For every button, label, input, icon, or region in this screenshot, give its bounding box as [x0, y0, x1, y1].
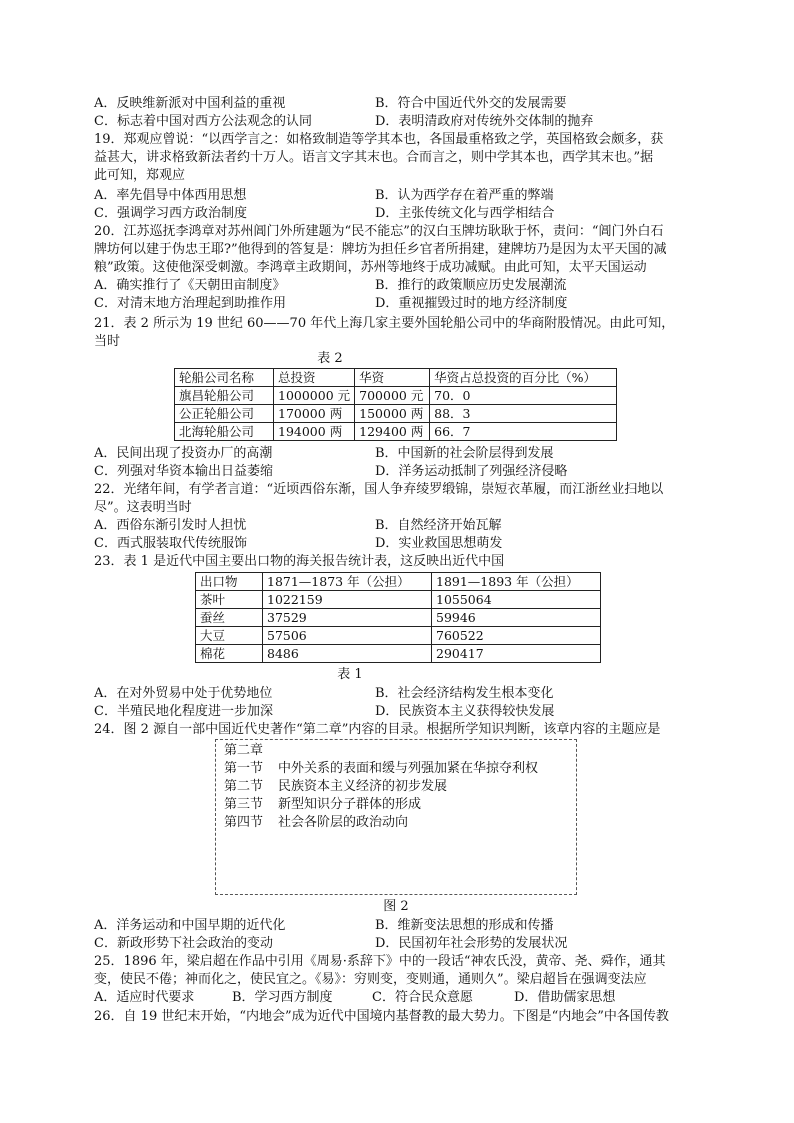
q23-option-d[interactable]: D．民族资本主义获得较快发展 [375, 704, 555, 719]
toc-section-number: 第一节 [224, 761, 264, 776]
q26-stem-line-1: 26．自 19 世纪末开始，“内地会”成为近代中国境内基督教的最大势力。下图是“内地会”中各国传教 [94, 1009, 669, 1024]
table-row [175, 369, 617, 387]
figure-2-caption: 图 2 [383, 899, 409, 914]
table-1-caption: 表 1 [337, 667, 363, 682]
q20-stem-line-3: 粮”政策。这使他深受刺激。李鸿章主政期间，苏州等地终于成功减赋。由此可知，太平天国运动 [94, 260, 647, 275]
q20-stem-line-2: 牌坊何以建于伪忠王耶?”他得到的答复是：牌坊为担任乡官者所捐建，建牌坊乃是因为太平天国的减 [94, 242, 667, 257]
table-header-cell: 总投资 [274, 369, 355, 387]
table-cell: 棉花 [196, 645, 263, 663]
q20-stem-line-1: 20．江苏巡抚李鸿章对苏州阊门外所建题为“民不能忘”的汉白玉牌坊耿耿于怀，责问：“阊门外白石 [94, 224, 664, 239]
q25-stem-line-1: 25．1896 年，梁启超在作品中引用《周易·系辞下》中的一段话“神农氏没，黄帝、尧、舜作，通其 [94, 954, 666, 969]
table-cell: 88．3 [430, 405, 617, 423]
q25-option-b[interactable]: B．学习西方制度 [232, 990, 333, 1005]
q19-option-b[interactable]: B．认为西学存在着严重的弊端 [375, 188, 554, 203]
q21-option-c[interactable]: C．列强对华资本输出日益萎缩 [94, 464, 273, 479]
q18-option-a[interactable]: A．反映维新派对中国利益的重视 [94, 96, 286, 111]
q19-option-d[interactable]: D．主张传统文化与西学相结合 [375, 206, 555, 221]
q18-option-d[interactable]: D．表明清政府对传统外交体制的抛弃 [375, 114, 594, 129]
q25-option-d[interactable]: D．借助儒家思想 [514, 990, 616, 1005]
q19-stem-line-3: 此可知，郑观应 [94, 168, 186, 183]
table-header-cell: 1871—1873 年（公担） [263, 573, 432, 591]
q20-option-c[interactable]: C．对清末地方治理起到助推作用 [94, 296, 286, 311]
table-cell: 194000 两 [274, 423, 355, 441]
toc-section [224, 796, 576, 814]
q22-option-b[interactable]: B．自然经济开始瓦解 [375, 518, 502, 533]
figure-2-toc-box [215, 739, 577, 895]
table-header-cell: 华资 [355, 369, 430, 387]
q24-option-b[interactable]: B．维新变法思想的形成和传播 [375, 918, 554, 933]
table-cell: 70．0 [430, 387, 617, 405]
table-row [196, 573, 601, 591]
table-cell: 旗昌轮船公司 [175, 387, 274, 405]
toc-section-title: 中外关系的表面和缓与列强加紧在华掠夺利权 [278, 761, 539, 776]
q20-option-b[interactable]: B．推行的政策顺应历史发展潮流 [375, 278, 567, 293]
q19-option-a[interactable]: A．率先倡导中体西用思想 [94, 188, 247, 203]
q20-option-a[interactable]: A．确实推行了《天朝田亩制度》 [94, 278, 286, 293]
table-cell: 8486 [263, 645, 432, 663]
table-header-cell: 1891—1893 年（公担） [432, 573, 601, 591]
q24-option-c[interactable]: C．新政形势下社会政治的变动 [94, 936, 273, 951]
q22-stem-line-1: 22．光绪年间，有学者言道：“近顷西俗东渐，国人争弃绫罗缎锦，崇短衣革履，而江浙丝业扫地以 [94, 482, 664, 497]
q23-option-b[interactable]: B．社会经济结构发生根本变化 [375, 686, 554, 701]
table-row [175, 405, 617, 423]
q23-stem-line-1: 23．表 1 是近代中国主要出口物的海关报告统计表，这反映出近代中国 [94, 554, 505, 569]
toc-section-title: 社会各阶层的政治动向 [278, 815, 409, 830]
table-cell: 129400 两 [355, 423, 430, 441]
q24-option-a[interactable]: A．洋务运动和中国早期的近代化 [94, 918, 286, 933]
table-row [196, 609, 601, 627]
q21-stem-line-1: 21．表 2 所示为 19 世纪 60——70 年代上海几家主要外国轮船公司中的华商附股情况。由此可知， [94, 316, 675, 331]
table-cell: 茶叶 [196, 591, 263, 609]
table-row [196, 627, 601, 645]
q24-stem-line-1: 24．图 2 源自一部中国近代史著作“第二章”内容的目录。根据所学知识判断，该章内容的主题应是 [94, 722, 661, 737]
table-cell: 北海轮船公司 [175, 423, 274, 441]
q19-stem-line-2: 益甚大，讲求格致新法者约十万人。语言文字其末也。合而言之，则中学其本也，西学其末也。”据 [94, 150, 654, 165]
toc-section-number: 第四节 [224, 815, 264, 830]
q25-stem-line-2: 变，使民不倦；神而化之，使民宜之。《易》：穷则变，变则通，通则久”。梁启超旨在强调变法应 [94, 972, 647, 987]
q25-option-c[interactable]: C．符合民众意愿 [372, 990, 473, 1005]
q23-option-a[interactable]: A．在对外贸易中处于优势地位 [94, 686, 273, 701]
q22-stem-line-2: 尽”。这表明当时 [94, 500, 192, 515]
table-cell: 59946 [432, 609, 601, 627]
table-cell: 公正轮船公司 [175, 405, 274, 423]
q21-stem-line-2: 当时 [94, 334, 121, 349]
table-cell: 1022159 [263, 591, 432, 609]
q25-option-a[interactable]: A．适应时代要求 [94, 990, 195, 1005]
table-cell: 1000000 元 [274, 387, 355, 405]
q21-option-a[interactable]: A．民间出现了投资办厂的高潮 [94, 446, 273, 461]
q18-option-c[interactable]: C．标志着中国对西方公法观念的认同 [94, 114, 312, 129]
table-cell: 760522 [432, 627, 601, 645]
toc-section [224, 760, 576, 778]
toc-chapter-title: 第二章 [224, 743, 264, 758]
q21-option-b[interactable]: B．中国新的社会阶层得到发展 [375, 446, 554, 461]
toc-section [224, 778, 576, 796]
table-cell: 66．7 [430, 423, 617, 441]
q21-option-d[interactable]: D．洋务运动抵制了列强经济侵略 [375, 464, 568, 479]
table-row [196, 591, 601, 609]
table-cell: 150000 两 [355, 405, 430, 423]
q19-option-c[interactable]: C．强调学习西方政治制度 [94, 206, 247, 221]
table-header-cell: 出口物 [196, 573, 263, 591]
table-cell: 蚕丝 [196, 609, 263, 627]
q20-option-d[interactable]: D．重视摧毁过时的地方经济制度 [375, 296, 568, 311]
toc-section-number: 第三节 [224, 797, 264, 812]
q18-option-b[interactable]: B．符合中国近代外交的发展需要 [375, 96, 567, 111]
table-cell: 170000 两 [274, 405, 355, 423]
table-cell: 1055064 [432, 591, 601, 609]
q19-stem-line-1: 19．郑观应曾说：“以西学言之：如格致制造等学其本也，各国最重格致之学，英国格致会颇多，获 [94, 132, 664, 147]
table-2 [174, 368, 617, 441]
table-cell: 大豆 [196, 627, 263, 645]
table-header-cell: 轮船公司名称 [175, 369, 274, 387]
table-cell: 700000 元 [355, 387, 430, 405]
table-cell: 290417 [432, 645, 601, 663]
table-2-caption: 表 2 [317, 351, 343, 366]
toc-section-title: 民族资本主义经济的初步发展 [278, 779, 448, 794]
table-cell: 57506 [263, 627, 432, 645]
q22-option-c[interactable]: C．西式服装取代传统服饰 [94, 536, 247, 551]
table-row [175, 387, 617, 405]
toc-section-title: 新型知识分子群体的形成 [278, 797, 422, 812]
q24-option-d[interactable]: D．民国初年社会形势的发展状况 [375, 936, 568, 951]
table-1 [195, 572, 601, 663]
q22-option-a[interactable]: A．西俗东渐引发时人担忧 [94, 518, 247, 533]
table-row [196, 645, 601, 663]
toc-section [224, 814, 576, 832]
q23-option-c[interactable]: C．半殖民地化程度进一步加深 [94, 704, 273, 719]
table-cell: 37529 [263, 609, 432, 627]
q22-option-d[interactable]: D．实业救国思想萌发 [375, 536, 503, 551]
toc-section-number: 第二节 [224, 779, 264, 794]
table-header-cell: 华资占总投资的百分比（%） [430, 369, 617, 387]
table-row [175, 423, 617, 441]
